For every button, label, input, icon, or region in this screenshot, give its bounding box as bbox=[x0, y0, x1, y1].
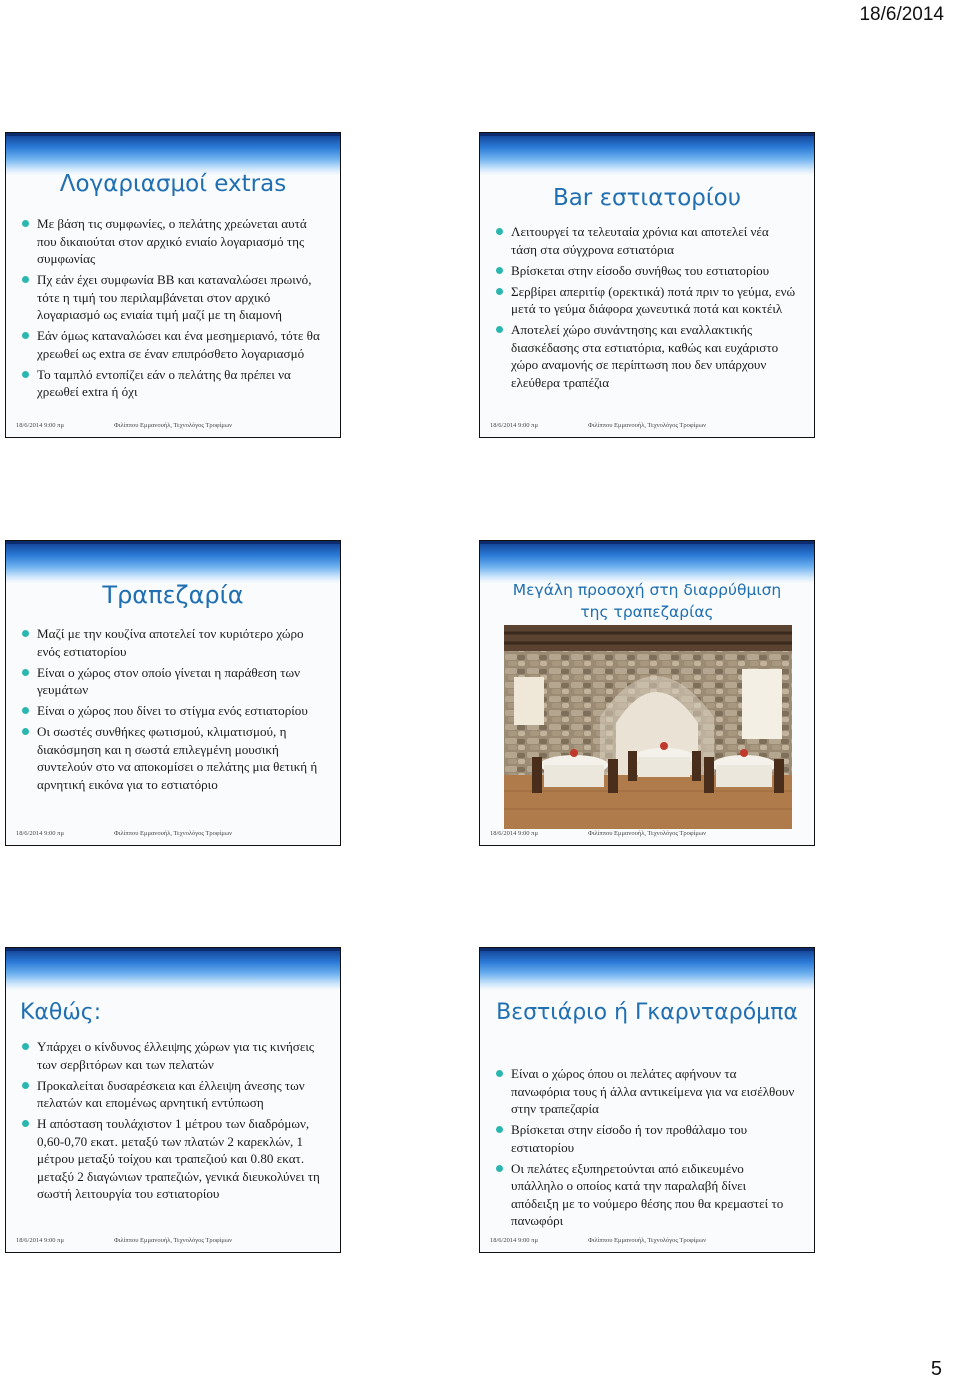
bullet-icon bbox=[496, 288, 503, 295]
bullet-icon bbox=[22, 220, 29, 227]
footer-author: Φιλίππου Εμμανουήλ, Τεχνολόγος Τροφίμων bbox=[114, 830, 233, 837]
bullet-item: Το ταμπλό εντοπίζει εάν ο πελάτης θα πρέπει να χρεωθεί extra ή όχι bbox=[22, 366, 322, 401]
bullet-item: Εάν όμως καταναλώσει και ένα μεσημεριανό, τότε θα χρεωθεί ως extra σε έναν επιπρόσθετο λογαριασμό bbox=[22, 327, 322, 362]
bullet-icon bbox=[496, 228, 503, 235]
bullet-item: Πχ εάν έχει συμφωνία ΒΒ και καταναλώσει πρωινό, τότε η τιμή του περιλαμβάνεται στον αρχικό λογαριασμό ως ενιαία τιμή μαζί με τη διαμονή bbox=[22, 271, 322, 324]
slide-title: Λογαριασμοί extras bbox=[59, 171, 287, 197]
bullet-item: Η απόσταση τουλάχιστον 1 μέτρου των διαδρόμων, 0,60-0,70 εκατ. μεταξύ των πλατών 2 καρεκλών, 1 μέτρου μεταξύ τοίχου και τραπεζιού και 0.80 εκατ. μεταξύ 2 διαγώνιων τραπεζιών, γενικά διευκολύνει τη σωστή λειτουργία του εστιατορίου bbox=[22, 1115, 322, 1203]
footer-date: 18/6/2014 9:00 πμ bbox=[490, 422, 538, 429]
slide-title: Βεστιάριο ή Γκαρνταρόμπα bbox=[496, 1000, 798, 1025]
slide-footer bbox=[16, 830, 330, 840]
bullet-item: Με βάση τις συμφωνίες, ο πελάτης χρεώνεται αυτά που δικαιούται στον αρχικό ενιαίο λογαριασμό της συμφωνίας bbox=[22, 215, 322, 268]
footer-author: Φιλίππου Εμμανουήλ, Τεχνολόγος Τροφίμων bbox=[114, 422, 233, 429]
bullet-item: Υπάρχει ο κίνδυνος έλλειψης χώρων για τις κινήσεις των σερβιτόρων και των πελατών bbox=[22, 1038, 322, 1073]
bullet-list bbox=[22, 215, 322, 404]
page-date: 18/6/2014 bbox=[859, 4, 944, 25]
slide-banner bbox=[480, 948, 814, 990]
slide-title: Τραπεζαρία bbox=[102, 581, 244, 609]
slide-footer bbox=[490, 830, 804, 840]
bullet-item: Είναι ο χώρος που δίνει το στίγμα ενός εστιατορίου bbox=[22, 702, 322, 720]
dining-room-photo bbox=[504, 625, 792, 829]
bullet-icon bbox=[496, 1070, 503, 1077]
bullet-item: Οι σωστές συνθήκες φωτισμού, κλιματισμού, η διακόσμηση και η σωστά επιλεγμένη μουσική συντελούν στο να αποκομίσει ο πελάτης μια θετική ή αρνητική εικόνα για το εστιατόριο bbox=[22, 723, 322, 793]
bullet-icon bbox=[496, 326, 503, 333]
bullet-list bbox=[496, 223, 796, 395]
slide-footer bbox=[490, 422, 804, 432]
bullet-icon bbox=[22, 728, 29, 735]
slide-title-line-1: Μεγάλη προσοχή στη διαρρύθμιση bbox=[512, 581, 782, 599]
bullet-list bbox=[496, 1065, 796, 1233]
bullet-icon bbox=[22, 332, 29, 339]
bullet-icon bbox=[22, 371, 29, 378]
bullet-icon bbox=[22, 669, 29, 676]
slide-title: Καθώς: bbox=[20, 1000, 102, 1025]
bullet-item: Μαζί με την κουζίνα αποτελεί τον κυριότερο χώρο ενός εστιατορίου bbox=[22, 625, 322, 660]
bullet-item: Σερβίρει απεριτίφ (ορεκτικά) ποτά πριν το γεύμα, ενώ μετά το γεύμα διάφορα χωνευτικά ποτά και κοκτέιλ bbox=[496, 283, 796, 318]
footer-date: 18/6/2014 9:00 πμ bbox=[490, 1237, 538, 1244]
slide-banner bbox=[6, 541, 340, 583]
slide-title-line-2: της τραπεζαρίας bbox=[580, 603, 714, 621]
slide-banner bbox=[480, 133, 814, 175]
slide-cloakroom bbox=[479, 947, 815, 1253]
bullet-icon bbox=[22, 707, 29, 714]
bullet-icon bbox=[496, 267, 503, 274]
slide-footer bbox=[490, 1237, 804, 1247]
bullet-icon bbox=[22, 1120, 29, 1127]
bullet-item: Λειτουργεί τα τελευταία χρόνια και αποτελεί νέα τάση στα σύγχρονα εστιατόρια bbox=[496, 223, 796, 258]
slide-dining-room-layout bbox=[479, 540, 815, 846]
bullet-item: Προκαλείται δυσαρέσκεια και έλλειψη άνεσης των πελατών και επομένως αρνητική εντύπωση bbox=[22, 1077, 322, 1112]
bullet-item: Οι πελάτες εξυπηρετούνται από ειδικευμένο υπάλληλο ο οποίος κατά την παραλαβή δίνει απόδειξη με το νούμερο θέσης που θα κρεμαστεί το πανωφόρι bbox=[496, 1160, 796, 1230]
bullet-item: Είναι ο χώρος όπου οι πελάτες αφήνουν τα πανωφόρια τους ή άλλα αντικείμενα για να εισέλθουν στην τραπεζαρία bbox=[496, 1065, 796, 1118]
page-number: 5 bbox=[930, 1358, 942, 1380]
footer-author: Φιλίππου Εμμανουήλ, Τεχνολόγος Τροφίμων bbox=[588, 830, 707, 837]
footer-date: 18/6/2014 9:00 πμ bbox=[490, 830, 538, 837]
bullet-icon bbox=[22, 1043, 29, 1050]
bullet-item: Αποτελεί χώρο συνάντησης και εναλλακτικής διασκέδασης στα εστιατόρια, καθώς και ευχάριστο χώρο αναμονής σε περίπτωση που δεν υπάρχουν ελεύθερα τραπέζια bbox=[496, 321, 796, 391]
slide-title: Bar εστιατορίου bbox=[552, 185, 742, 211]
footer-author: Φιλίππου Εμμανουήλ, Τεχνολόγος Τροφίμων bbox=[588, 422, 707, 429]
bullet-item: Βρίσκεται στην είσοδο ή τον προθάλαμο του εστιατορίου bbox=[496, 1121, 796, 1156]
footer-date: 18/6/2014 9:00 πμ bbox=[16, 830, 64, 837]
bullet-icon bbox=[22, 1082, 29, 1089]
bullet-list bbox=[22, 625, 322, 797]
footer-author: Φιλίππου Εμμανουήλ, Τεχνολόγος Τροφίμων bbox=[114, 1237, 233, 1244]
slide-extras-accounts bbox=[5, 132, 341, 438]
bullet-icon bbox=[496, 1126, 503, 1133]
footer-author: Φιλίππου Εμμανουήλ, Τεχνολόγος Τροφίμων bbox=[588, 1237, 707, 1244]
bullet-item: Βρίσκεται στην είσοδο συνήθως του εστιατορίου bbox=[496, 262, 796, 280]
bullet-list bbox=[22, 1038, 322, 1206]
bullet-icon bbox=[22, 276, 29, 283]
slide-restaurant-bar bbox=[479, 132, 815, 438]
slide-dining-room bbox=[5, 540, 341, 846]
bullet-icon bbox=[496, 1165, 503, 1172]
slide-banner bbox=[6, 948, 340, 990]
slide-banner bbox=[6, 133, 340, 175]
dining-room-illustration bbox=[504, 625, 792, 829]
bullet-item: Είναι ο χώρος στον οποίο γίνεται η παράθεση των γευμάτων bbox=[22, 664, 322, 699]
footer-date: 18/6/2014 9:00 πμ bbox=[16, 422, 64, 429]
bullet-icon bbox=[22, 630, 29, 637]
slide-footer bbox=[16, 1237, 330, 1247]
slide-footer bbox=[16, 422, 330, 432]
slide-banner bbox=[480, 541, 814, 583]
footer-date: 18/6/2014 9:00 πμ bbox=[16, 1237, 64, 1244]
slide-because bbox=[5, 947, 341, 1253]
